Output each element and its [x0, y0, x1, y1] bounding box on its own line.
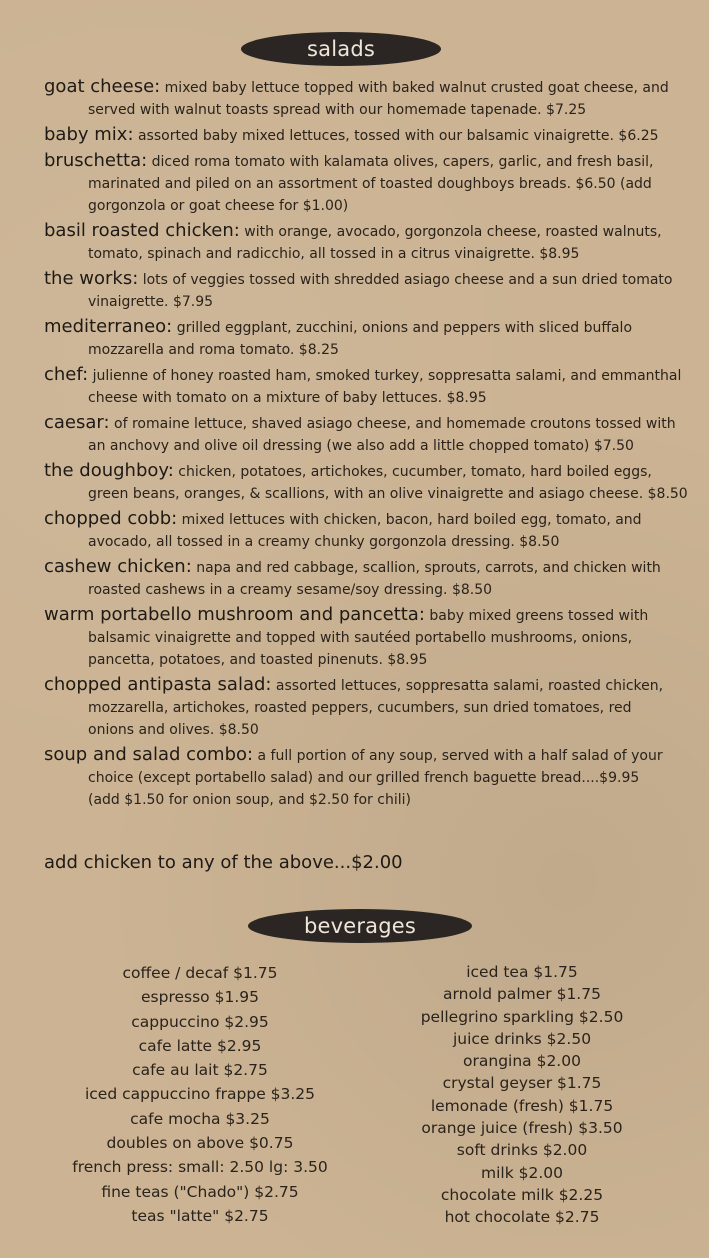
- beverage-item: milk $2.00: [481, 1163, 563, 1182]
- add-chicken-note: add chicken to any of the above...$2.00: [44, 852, 403, 873]
- salad-description: julienne of honey roasted ham, smoked turkey, soppresatta salami, and emmanthal: [92, 368, 682, 384]
- salad-name: chopped antipasta salad:: [44, 674, 272, 695]
- beverage-item: espresso $1.95: [141, 988, 259, 1007]
- salad-first-line: [44, 674, 694, 697]
- salad-item: [44, 268, 694, 313]
- beverage-item: cappuccino $2.95: [131, 1012, 269, 1031]
- salad-first-line: [44, 508, 694, 531]
- salad-description-continued: pancetta, potatoes, and toasted pinenuts. $8.95: [88, 652, 428, 668]
- salad-first-line: [44, 364, 694, 387]
- salad-name: mediterraneo:: [44, 316, 173, 337]
- salad-description-continued: marinated and piled on an assortment of toasted doughboys breads. $6.50 (add: [88, 176, 652, 192]
- salad-first-line: [44, 460, 694, 483]
- salads-list: [44, 76, 694, 814]
- salads-header: [241, 32, 441, 66]
- beverage-item: french press: small: 2.50 lg: 3.50: [72, 1158, 328, 1177]
- salad-description: napa and red cabbage, scallion, sprouts, carrots, and chicken with: [196, 560, 661, 576]
- salad-name: the works:: [44, 268, 139, 289]
- salad-item: [44, 316, 694, 361]
- beverage-item: fine teas ("Chado") $2.75: [101, 1182, 299, 1201]
- salad-name: the doughboy:: [44, 460, 174, 481]
- salad-first-line: [44, 412, 694, 435]
- beverage-item: doubles on above $0.75: [106, 1134, 294, 1153]
- salad-first-line: [44, 124, 694, 147]
- beverage-item: hot chocolate $2.75: [444, 1208, 600, 1227]
- salad-item: [44, 412, 694, 457]
- salad-description: chicken, potatoes, artichokes, cucumber, tomato, hard boiled eggs,: [178, 464, 652, 480]
- salad-first-line: [44, 76, 694, 99]
- beverages-header-label: beverages: [303, 914, 417, 938]
- salad-description-continued: avocado, all tossed in a creamy chunky gorgonzola dressing. $8.50: [88, 534, 560, 550]
- salad-description-continued: (add $1.50 for onion soup, and $2.50 for chili): [88, 792, 411, 808]
- salad-description: grilled eggplant, zucchini, onions and peppers with sliced buffalo: [176, 320, 633, 336]
- salad-description: diced roma tomato with kalamata olives, capers, garlic, and fresh basil,: [151, 154, 654, 170]
- salad-name: basil roasted chicken:: [44, 220, 240, 241]
- salad-name: bruschetta:: [44, 150, 148, 171]
- salad-description-continued: vinaigrette. $7.95: [88, 294, 214, 310]
- salad-item: [44, 556, 694, 601]
- salad-description: baby mixed greens tossed with: [429, 608, 649, 624]
- salad-description-continued: served with walnut toasts spread with our homemade tapenade. $7.25: [88, 102, 587, 118]
- salad-name: goat cheese:: [44, 76, 161, 97]
- salad-item: [44, 220, 694, 265]
- salad-description-continued: gorgonzola or goat cheese for $1.00): [88, 198, 349, 214]
- beverage-item: lemonade (fresh) $1.75: [430, 1096, 614, 1115]
- beverage-item: juice drinks $2.50: [452, 1029, 592, 1048]
- salad-description: a full portion of any soup, served with a half salad of your: [257, 748, 663, 764]
- salad-description: lots of veggies tossed with shredded asiago cheese and a sun dried tomato: [142, 272, 673, 288]
- salad-item: [44, 124, 694, 147]
- salad-name: caesar:: [44, 412, 110, 433]
- salad-description: mixed lettuces with chicken, bacon, hard boiled egg, tomato, and: [181, 512, 642, 528]
- salad-item: [44, 508, 694, 553]
- salad-first-line: [44, 268, 694, 291]
- salad-description: with orange, avocado, gorgonzola cheese, roasted walnuts,: [244, 224, 662, 240]
- salad-item: [44, 364, 694, 409]
- salad-name: soup and salad combo:: [44, 744, 254, 765]
- beverage-item: orange juice (fresh) $3.50: [421, 1119, 623, 1138]
- beverage-item: soft drinks $2.00: [456, 1141, 588, 1160]
- salad-name: chopped cobb:: [44, 508, 178, 529]
- beverage-item: cafe latte $2.95: [138, 1036, 262, 1055]
- salad-description-continued: an anchovy and olive oil dressing (we also add a little chopped tomato) $7.50: [88, 438, 634, 454]
- salad-name: warm portabello mushroom and pancetta:: [44, 604, 425, 625]
- beverage-item: chocolate milk $2.25: [440, 1185, 604, 1204]
- salad-item: [44, 674, 694, 741]
- salad-first-line: [44, 604, 694, 627]
- salad-description: assorted baby mixed lettuces, tossed with our balsamic vinaigrette. $6.25: [137, 128, 659, 144]
- salad-first-line: [44, 556, 694, 579]
- salad-description-continued: mozzarella and roma tomato. $8.25: [88, 342, 339, 358]
- salad-description-continued: cheese with tomato on a mixture of baby lettuces. $8.95: [88, 390, 487, 406]
- beverages-left-column: [50, 961, 350, 1228]
- beverage-item: cafe au lait $2.75: [132, 1061, 268, 1080]
- salad-description: assorted lettuces, soppresatta salami, roasted chicken,: [275, 678, 664, 694]
- beverage-item: teas "latte" $2.75: [131, 1206, 269, 1225]
- beverage-item: crystal geyser $1.75: [442, 1074, 602, 1093]
- beverage-item: cafe mocha $3.25: [130, 1109, 270, 1128]
- salad-name: baby mix:: [44, 124, 134, 145]
- salad-first-line: [44, 220, 694, 243]
- salad-description-continued: balsamic vinaigrette and topped with sautéed portabello mushrooms, onions,: [88, 630, 633, 646]
- salad-first-line: [44, 150, 694, 173]
- salad-description-continued: tomato, spinach and radicchio, all tossed in a citrus vinaigrette. $8.95: [88, 246, 580, 262]
- beverage-item: coffee / decaf $1.75: [122, 964, 278, 982]
- salad-item: [44, 460, 694, 505]
- salad-description-continued: mozzarella, artichokes, roasted peppers, cucumbers, sun dried tomatoes, red: [88, 700, 632, 716]
- beverage-item: arnold palmer $1.75: [443, 985, 601, 1004]
- salad-description-continued: choice (except portabello salad) and our grilled french baguette bread....$9.95: [88, 770, 640, 786]
- beverage-item: iced cappuccino frappe $3.25: [84, 1085, 316, 1104]
- salad-description-continued: roasted cashews in a creamy sesame/soy dressing. $8.50: [88, 582, 493, 598]
- salad-item: [44, 744, 694, 811]
- beverages-right-column: [372, 961, 672, 1229]
- salad-description: mixed baby lettuce topped with baked walnut crusted goat cheese, and: [164, 80, 669, 96]
- beverage-item: orangina $2.00: [463, 1052, 581, 1071]
- beverages-header: [248, 909, 472, 943]
- beverage-item: pellegrino sparkling $2.50: [420, 1007, 624, 1026]
- salads-header-label: salads: [307, 37, 375, 61]
- salad-item: [44, 604, 694, 671]
- salad-description-continued: green beans, oranges, & scallions, with an olive vinaigrette and asiago cheese. $8.50: [88, 486, 688, 502]
- salad-item: [44, 150, 694, 217]
- salad-name: cashew chicken:: [44, 556, 192, 577]
- salad-item: [44, 76, 694, 121]
- salad-first-line: [44, 744, 694, 767]
- salad-name: chef:: [44, 364, 89, 385]
- salad-description: of romaine lettuce, shaved asiago cheese, and homemade croutons tossed with: [114, 416, 676, 432]
- beverage-item: iced tea $1.75: [466, 963, 578, 981]
- salad-first-line: [44, 316, 694, 339]
- salad-description-continued: onions and olives. $8.50: [88, 722, 259, 738]
